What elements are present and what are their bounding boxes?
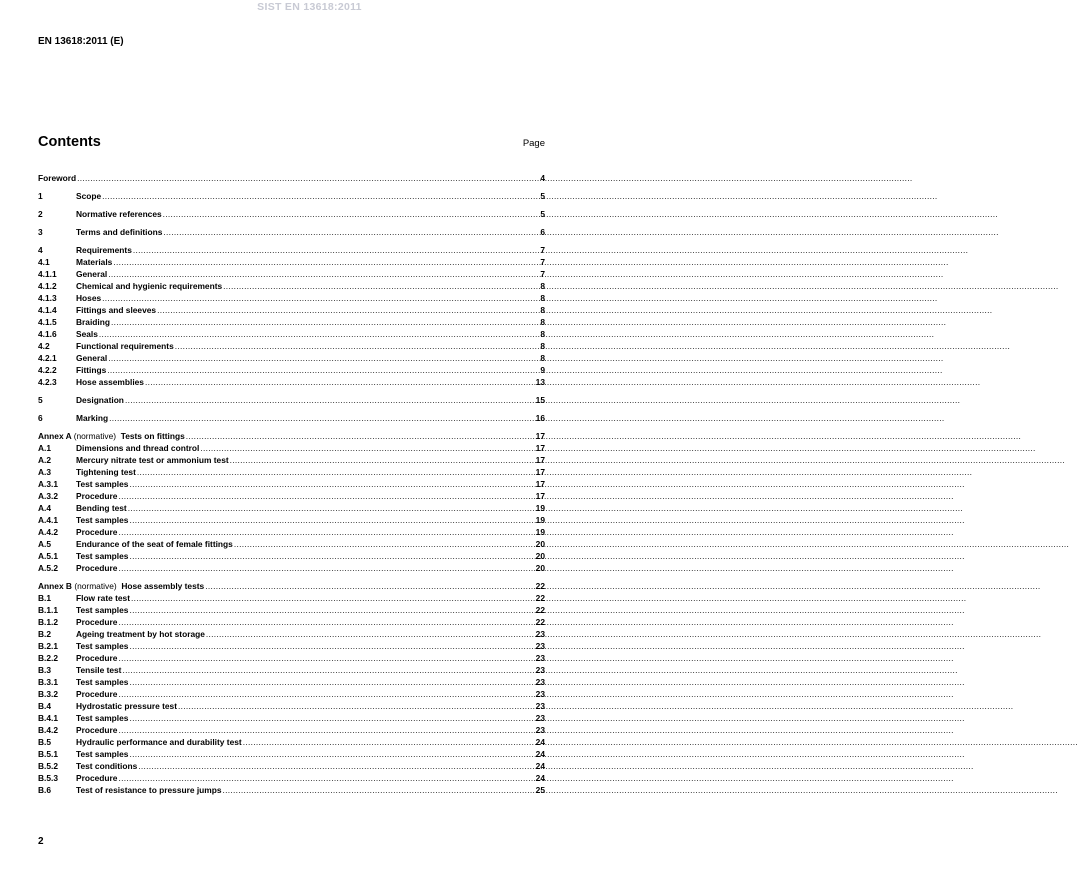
dot-leader (145, 376, 535, 388)
toc-entry[interactable] (38, 352, 545, 364)
toc-entry-page: 17 (535, 431, 545, 441)
toc-entry-page: 6 (540, 227, 545, 237)
toc-entry-title: Braiding (76, 317, 110, 327)
toc-entry-number: A.5 (38, 539, 52, 549)
toc-annex-heading (38, 430, 185, 442)
toc-annex-label: Annex A (38, 431, 72, 441)
toc-entry-title: Functional requirements (76, 341, 174, 351)
dot-leader (111, 316, 539, 328)
toc-entry-number: A.2 (38, 455, 52, 465)
toc-entry[interactable] (38, 688, 545, 700)
toc-entry-number: B.3.1 (38, 677, 59, 687)
toc-entry-title: Ageing treatment by hot storage (76, 629, 205, 639)
toc-entry[interactable] (38, 268, 545, 280)
toc-entry-page: 22 (535, 617, 545, 627)
toc-entry-page: 16 (535, 413, 545, 423)
toc-entry[interactable] (38, 502, 545, 514)
toc-entry-number: 4.1.2 (38, 281, 57, 291)
toc-entry-number: 4 (38, 245, 43, 255)
toc-entry[interactable] (38, 466, 545, 478)
dot-leader (131, 592, 535, 604)
toc-entry-title: Procedure (76, 725, 118, 735)
toc-entry-page: 7 (540, 269, 545, 279)
toc-entry[interactable] (38, 676, 545, 688)
toc-entry-page: 13 (535, 377, 545, 387)
toc-entry[interactable] (38, 748, 545, 760)
toc-entry-title: Hose assembly tests (121, 581, 205, 591)
toc-entry-page: 8 (540, 281, 545, 291)
toc-entry-title: Endurance of the seat of female fittings (76, 539, 233, 549)
toc-entry-page: 17 (535, 443, 545, 453)
toc-entry-number: B.5.3 (38, 773, 59, 783)
toc-entry-page: 24 (535, 761, 545, 771)
dot-leader (129, 478, 534, 490)
dot-leader (137, 466, 535, 478)
dot-leader (118, 562, 534, 574)
toc-entry-title: Chemical and hygienic requirements (76, 281, 223, 291)
toc-entry-title: Hydrostatic pressure test (76, 701, 178, 711)
toc-entry-title: Flow rate test (76, 593, 130, 603)
toc-entry-number: 4.1.4 (38, 305, 57, 315)
dot-leader (138, 760, 534, 772)
toc-entry-title: Terms and definitions (76, 227, 163, 237)
toc-entry-page: 23 (535, 725, 545, 735)
toc-entry-title: Normative references (76, 209, 162, 219)
toc-entry-title: Tensile test (76, 665, 122, 675)
toc-entry-page: 8 (540, 341, 545, 351)
dot-leader (107, 364, 539, 376)
toc-entry-number: A.4 (38, 503, 52, 513)
dot-leader (122, 664, 534, 676)
toc-annex-label: Annex B (38, 581, 72, 591)
toc-entry-page: 9 (540, 365, 545, 375)
toc-entry-number: 3 (38, 227, 43, 237)
dot-leader (109, 412, 535, 424)
dot-leader (118, 616, 534, 628)
dot-leader (206, 628, 535, 640)
toc-entry-page: 23 (535, 713, 545, 723)
toc-entry-title: Test samples (76, 749, 129, 759)
dot-leader (118, 526, 534, 538)
toc-entry-number: B.5 (38, 737, 52, 747)
dot-leader (157, 304, 539, 316)
toc-entry[interactable] (38, 550, 545, 562)
toc-entry-page: 23 (535, 701, 545, 711)
dot-leader (113, 256, 539, 268)
toc-entry-title: Test samples (76, 713, 129, 723)
toc-entry-title: Bending test (76, 503, 127, 513)
table-of-contents (38, 172, 545, 796)
toc-entry-number: 4.1.6 (38, 329, 57, 339)
toc-entry[interactable] (38, 712, 545, 724)
toc-entry-number: A.5.2 (38, 563, 59, 573)
dot-leader (99, 328, 539, 340)
toc-entry-number: B.4.2 (38, 725, 59, 735)
toc-annex-heading (38, 580, 204, 592)
toc-entry-page: 8 (540, 317, 545, 327)
dot-leader (129, 604, 534, 616)
toc-entry-number: 4.2.1 (38, 353, 57, 363)
toc-entry-page: 23 (535, 641, 545, 651)
toc-entry-title: Test samples (76, 605, 129, 615)
toc-entry-number: 4.2.2 (38, 365, 57, 375)
toc-entry-number: 4.1.3 (38, 293, 57, 303)
toc-entry[interactable] (38, 736, 545, 748)
toc-entry[interactable] (38, 208, 545, 220)
toc-entry[interactable] (38, 412, 545, 424)
dot-leader (77, 172, 539, 184)
dot-leader (186, 430, 535, 442)
toc-entry-page: 20 (535, 563, 545, 573)
toc-entry-title: Test samples (76, 515, 129, 525)
toc-entry-page: 23 (535, 629, 545, 639)
toc-entry-number: B.5.2 (38, 761, 59, 771)
toc-entry-title: Procedure (76, 689, 118, 699)
toc-entry-page: 22 (535, 605, 545, 615)
watermark: SIST EN 13618:2011 (257, 1, 362, 13)
dot-leader (118, 724, 534, 736)
toc-entry-number: B.1.2 (38, 617, 59, 627)
dot-leader (102, 190, 539, 202)
toc-entry-page: 23 (535, 653, 545, 663)
toc-entry[interactable] (38, 454, 545, 466)
page-number: 2 (38, 836, 44, 847)
toc-entry-page: 5 (540, 209, 545, 219)
dot-leader (175, 340, 540, 352)
toc-entry-title: Procedure (76, 653, 118, 663)
toc-entry[interactable] (38, 664, 545, 676)
toc-entry-page: 17 (535, 491, 545, 501)
toc-entry-number: 4.1 (38, 257, 50, 267)
page-title: Contents (38, 134, 101, 150)
toc-entry-page: 8 (540, 305, 545, 315)
toc-entry-number: A.4.2 (38, 527, 59, 537)
toc-entry-number: B.2.2 (38, 653, 59, 663)
toc-entry[interactable] (38, 604, 545, 616)
toc-entry-number: A.4.1 (38, 515, 59, 525)
toc-entry-number: B.1 (38, 593, 52, 603)
toc-entry-page: 22 (535, 593, 545, 603)
toc-entry-number: 4.1.5 (38, 317, 57, 327)
toc-entry[interactable] (38, 724, 545, 736)
toc-entry[interactable] (38, 442, 545, 454)
dot-leader (163, 226, 539, 238)
toc-entry-page: 8 (540, 353, 545, 363)
toc-entry-title: Mercury nitrate test or ammonium test (76, 455, 229, 465)
toc-entry-number: 4.2.3 (38, 377, 57, 387)
toc-entry-title: Fittings (76, 365, 107, 375)
toc-entry[interactable] (38, 616, 545, 628)
toc-entry-page: 15 (535, 395, 545, 405)
toc-entry-title: Procedure (76, 773, 118, 783)
toc-entry[interactable] (38, 244, 545, 256)
toc-entry-title: Test samples (76, 551, 129, 561)
dot-leader (223, 280, 539, 292)
toc-entry[interactable] (38, 364, 545, 376)
dot-leader (129, 676, 534, 688)
dot-leader (118, 688, 534, 700)
toc-entry-title: Hydraulic performance and durability test (76, 737, 242, 747)
toc-entry-page: 4 (540, 173, 545, 183)
toc-entry-title: Procedure (76, 617, 118, 627)
toc-entry-number: B.2.1 (38, 641, 59, 651)
toc-entry-title: Fittings and sleeves (76, 305, 157, 315)
toc-entry-page: 23 (535, 677, 545, 687)
toc-entry-number: 5 (38, 395, 43, 405)
toc-entry-page: 8 (540, 329, 545, 339)
toc-entry[interactable] (38, 292, 545, 304)
document-id: EN 13618:2011 (E) (38, 36, 124, 47)
dot-leader (178, 700, 535, 712)
dot-leader (118, 652, 534, 664)
toc-entry-title: Marking (76, 413, 109, 423)
toc-entry[interactable] (38, 340, 545, 352)
toc-entry[interactable] (38, 592, 545, 604)
dot-leader (128, 502, 535, 514)
toc-entry[interactable] (38, 478, 545, 490)
toc-entry[interactable] (38, 430, 545, 442)
toc-entry-page: 23 (535, 689, 545, 699)
toc-entry-title: Procedure (76, 491, 118, 501)
dot-leader (118, 490, 534, 502)
toc-entry-page: 7 (540, 257, 545, 267)
toc-entry-number: B.4.1 (38, 713, 59, 723)
toc-entry[interactable] (38, 316, 545, 328)
toc-entry[interactable] (38, 394, 545, 406)
toc-entry[interactable] (38, 526, 545, 538)
toc-entry-number: A.1 (38, 443, 52, 453)
toc-entry-number: A.5.1 (38, 551, 59, 561)
toc-entry-title: Seals (76, 329, 98, 339)
dot-leader (118, 772, 534, 784)
toc-entry-number: B.3.2 (38, 689, 59, 699)
dot-leader (129, 550, 534, 562)
toc-entry-title: General (76, 353, 108, 363)
toc-entry[interactable] (38, 640, 545, 652)
toc-entry-page: 19 (535, 527, 545, 537)
toc-entry-page: 24 (535, 773, 545, 783)
toc-entry-page: 8 (540, 293, 545, 303)
toc-entry-page: 25 (535, 785, 545, 795)
toc-entry[interactable] (38, 172, 545, 184)
toc-entry-title: Materials (76, 257, 113, 267)
toc-entry[interactable] (38, 772, 545, 784)
dot-leader (205, 580, 534, 592)
dot-leader (223, 784, 535, 796)
toc-entry[interactable] (38, 514, 545, 526)
dot-leader (133, 244, 539, 256)
toc-entry-number: B.2 (38, 629, 52, 639)
toc-entry-page: 7 (540, 245, 545, 255)
toc-entry-number: B.5.1 (38, 749, 59, 759)
toc-entry-title: Hoses (76, 293, 102, 303)
toc-entry-title: Tests on fittings (120, 431, 185, 441)
toc-entry-page: 22 (535, 581, 545, 591)
toc-entry[interactable] (38, 304, 545, 316)
dot-leader (163, 208, 540, 220)
toc-entry-title: Tightening test (76, 467, 136, 477)
dot-leader (200, 442, 534, 454)
toc-entry-page: 19 (535, 503, 545, 513)
dot-leader (102, 292, 539, 304)
toc-entry-title: Test samples (76, 677, 129, 687)
toc-entry-number: A.3.2 (38, 491, 59, 501)
toc-entry-page: 17 (535, 467, 545, 477)
toc-entry-title: Requirements (76, 245, 132, 255)
toc-entry[interactable] (38, 700, 545, 712)
toc-entry-title: Procedure (76, 563, 118, 573)
dot-leader (234, 538, 535, 550)
toc-entry-number: 4.2 (38, 341, 50, 351)
toc-entry-title: Test samples (76, 641, 129, 651)
toc-entry[interactable] (38, 760, 545, 772)
toc-entry-title: Test of resistance to pressure jumps (76, 785, 222, 795)
toc-entry-title: Designation (76, 395, 124, 405)
toc-annex-normative: (normative) (73, 431, 117, 441)
toc-entry-title: Foreword (38, 173, 77, 183)
dot-leader (129, 748, 534, 760)
toc-entry[interactable] (38, 562, 545, 574)
dot-leader (243, 736, 535, 748)
toc-entry-number: A.3 (38, 467, 52, 477)
toc-entry-title: Test samples (76, 479, 129, 489)
toc-entry[interactable] (38, 538, 545, 550)
dot-leader (125, 394, 535, 406)
toc-entry[interactable] (38, 256, 545, 268)
toc-entry-number: B.3 (38, 665, 52, 675)
toc-entry-number: 1 (38, 191, 43, 201)
toc-entry-title: General (76, 269, 108, 279)
toc-entry-number: B.1.1 (38, 605, 59, 615)
toc-entry[interactable] (38, 226, 545, 238)
toc-entry-page: 17 (535, 455, 545, 465)
dot-leader (108, 352, 539, 364)
toc-entry-page: 20 (535, 539, 545, 549)
toc-entry-number: B.4 (38, 701, 52, 711)
dot-leader (129, 514, 534, 526)
toc-entry[interactable] (38, 628, 545, 640)
toc-entry-page: 24 (535, 749, 545, 759)
dot-leader (108, 268, 539, 280)
toc-entry-page: 20 (535, 551, 545, 561)
toc-entry[interactable] (38, 328, 545, 340)
toc-entry-title: Dimensions and thread control (76, 443, 200, 453)
toc-entry[interactable] (38, 490, 545, 502)
toc-entry-page: 17 (535, 479, 545, 489)
toc-entry[interactable] (38, 652, 545, 664)
toc-entry-number: 4.1.1 (38, 269, 57, 279)
dot-leader (129, 640, 534, 652)
toc-entry-title: Scope (76, 191, 102, 201)
toc-entry[interactable] (38, 784, 545, 796)
toc-annex-normative: (normative) (74, 581, 117, 591)
toc-entry[interactable] (38, 280, 545, 292)
toc-entry-page: 19 (535, 515, 545, 525)
toc-entry-number: 2 (38, 209, 43, 219)
toc-entry-page: 23 (535, 665, 545, 675)
toc-entry-number: B.6 (38, 785, 52, 795)
toc-entry[interactable] (38, 580, 545, 592)
toc-entry-number: A.3.1 (38, 479, 59, 489)
toc-entry[interactable] (38, 376, 545, 388)
dot-leader (129, 712, 534, 724)
dot-leader (230, 454, 535, 466)
toc-entry-title: Hose assemblies (76, 377, 144, 387)
toc-entry[interactable] (38, 190, 545, 202)
toc-entry-title: Procedure (76, 527, 118, 537)
toc-entry-number: 6 (38, 413, 43, 423)
toc-entry-title: Test conditions (76, 761, 138, 771)
toc-entry-page: 24 (535, 737, 545, 747)
page-column-label: Page (522, 138, 545, 149)
toc-entry-page: 5 (540, 191, 545, 201)
